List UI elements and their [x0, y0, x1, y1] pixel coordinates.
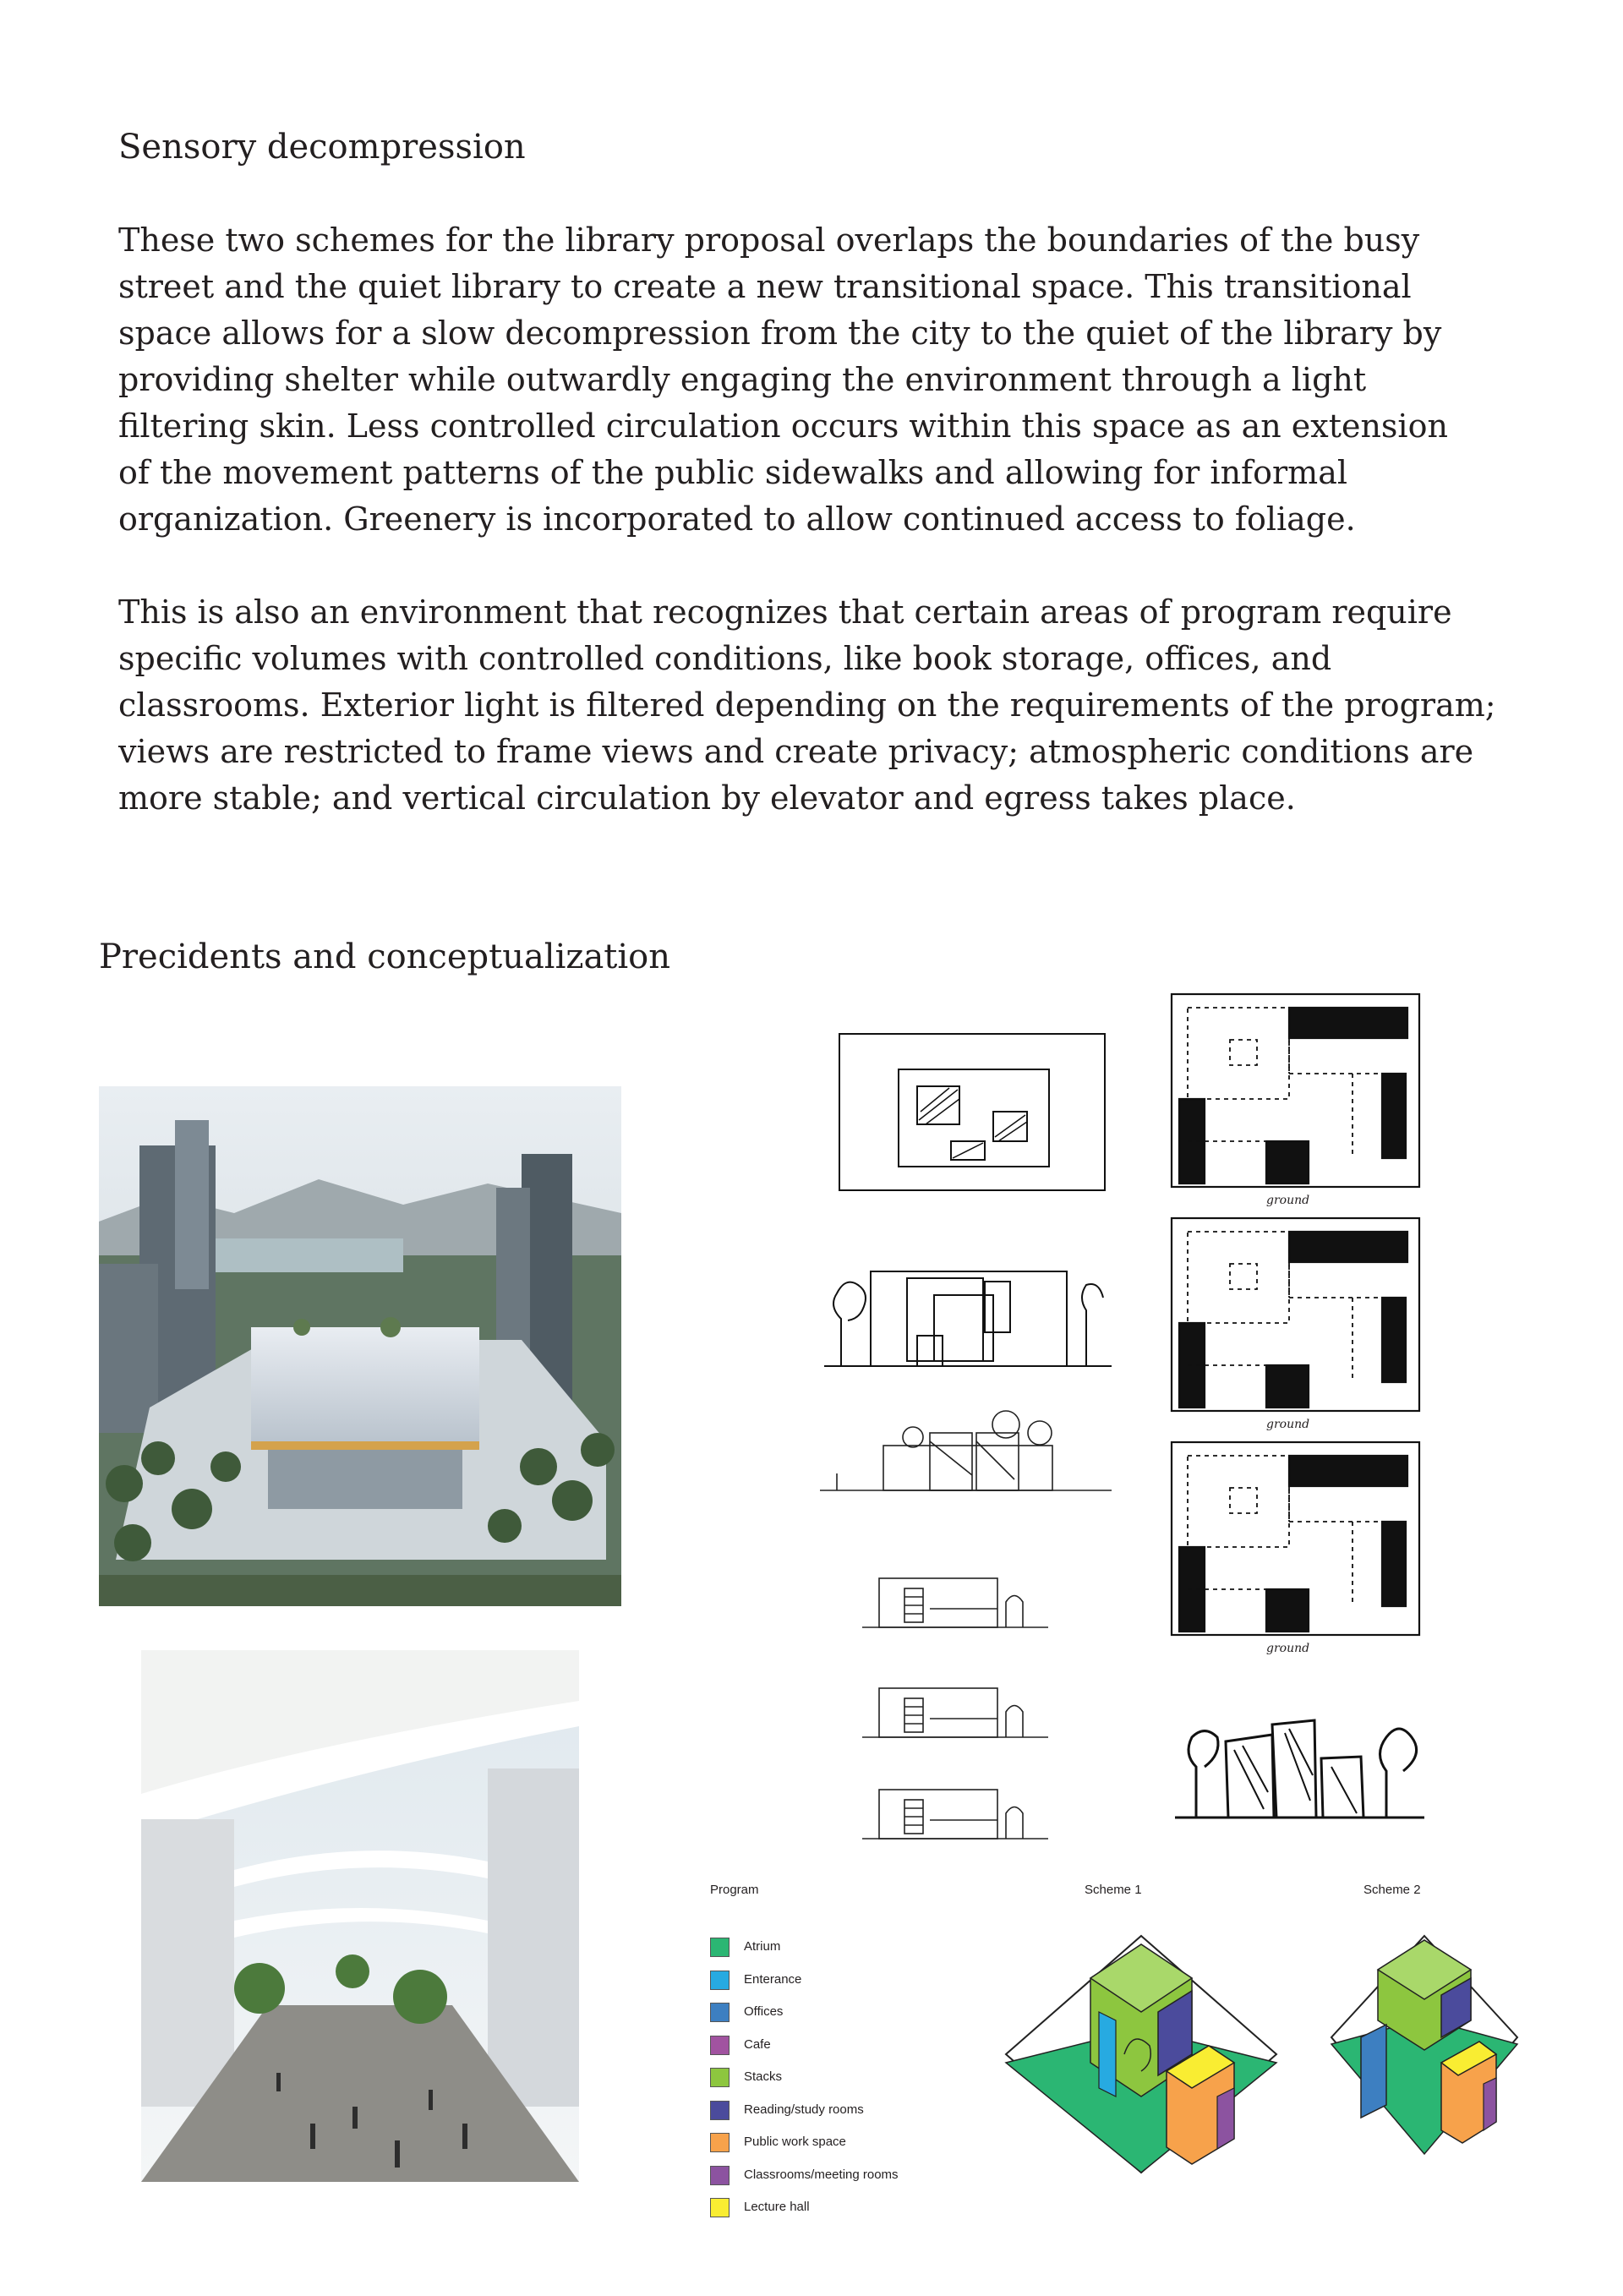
section-sketch: [862, 1568, 1048, 1636]
legend-label: Atrium: [744, 1939, 781, 1954]
legend-label: Reading/study rooms: [744, 2102, 864, 2117]
section-sketch: [862, 1779, 1048, 1847]
legend-swatch: [710, 2198, 730, 2217]
program-legend-title: Program: [710, 1883, 759, 1897]
legend-swatch: [710, 2101, 730, 2120]
legend-swatch: [710, 2166, 730, 2185]
scheme2-label: Scheme 2: [1363, 1883, 1421, 1897]
plan-sketch: [833, 1002, 1112, 1209]
legend-swatch: [710, 1938, 730, 1957]
legend-label: Public work space: [744, 2135, 846, 2149]
legend-swatch: [710, 2133, 730, 2152]
intro-paragraph: These two schemes for the library proposal overlaps the boundaries of the busy street and the quiet library to create a new transitional space. This transitional space allows for a slow decompression from the city to the quiet of the library by providing shelter while outwardly engaging the environment through a light filtering skin. Less controlled circulation occurs within this space as an extension of the movement patterns of the public sidewalks and allowing for informal organization. Greenery is incorporated to allow continued access to foliage.: [118, 221, 1448, 538]
legend-swatch: [710, 2036, 730, 2055]
elevation-sketch: [820, 1408, 1112, 1505]
ground-label: ground: [1266, 1642, 1310, 1655]
elevation-sketch: [824, 1260, 1112, 1382]
legend-label: Stacks: [744, 2069, 783, 2084]
legend-label: Offices: [744, 2004, 784, 2019]
section-sketch: [862, 1678, 1048, 1746]
legend-swatch: [710, 2003, 730, 2022]
library-interior-render: [141, 1650, 579, 2182]
legend-label: Lecture hall: [744, 2200, 810, 2214]
ground-label: ground: [1266, 1418, 1310, 1431]
legend-label: Enterance: [744, 1971, 802, 1987]
scheme2-axonometric: [1323, 1927, 1526, 2173]
legend-label: Cafe: [744, 2036, 771, 2052]
ground-plan-sketch: [1167, 1213, 1424, 1446]
massing-sketch: [1171, 1691, 1433, 1834]
section-title: Sensory decompression: [118, 128, 526, 167]
legend-swatch: [710, 2068, 730, 2087]
precedents-title: Precidents and conceptualization: [99, 938, 671, 976]
ground-plan-sketch: [1167, 1437, 1424, 1670]
scheme1-axonometric: [997, 1927, 1285, 2181]
second-paragraph: This is also an environment that recognizes that certain areas of program require specific volumes with controlled conditions, like book storage, offices, and classrooms. Exterior light is filtered depending on the requirements of the program; views are restricted to frame views and create privacy; atmospheric conditions are more stable; and vertical circulation by elevator and egress takes place.: [118, 593, 1496, 817]
legend-label: Classrooms/meeting rooms: [744, 2167, 899, 2182]
scheme1-label: Scheme 1: [1085, 1883, 1142, 1897]
ground-label: ground: [1266, 1194, 1310, 1207]
legend-swatch: [710, 1971, 730, 1990]
library-exterior-render: [99, 1086, 621, 1606]
ground-plan-sketch: [1167, 989, 1424, 1222]
